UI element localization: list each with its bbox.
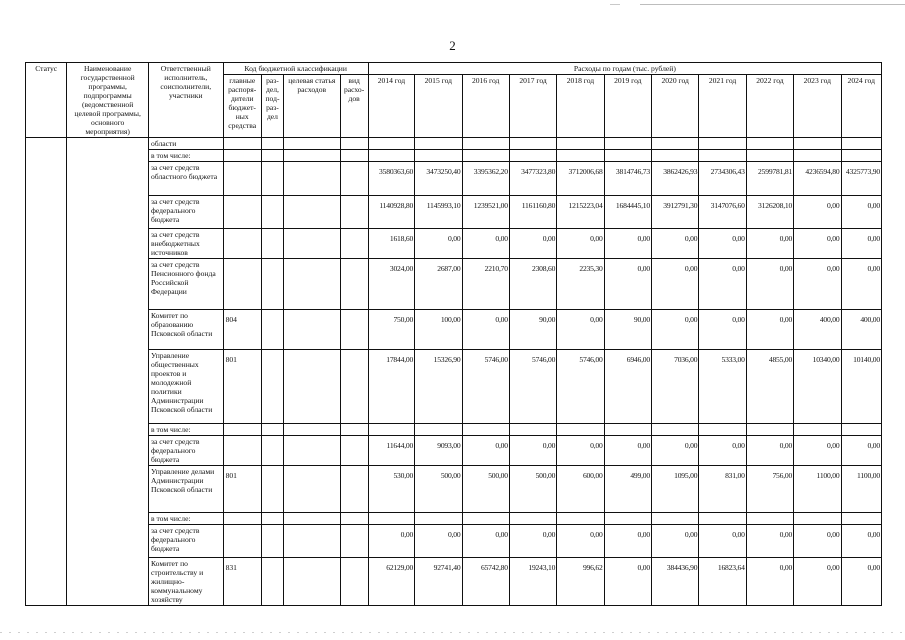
- expense-value: [462, 138, 509, 150]
- table-row: [26, 513, 882, 525]
- scan-noise-top: [0, 4, 905, 5]
- header-rzpr: раз-дел, под-раз-дел: [261, 75, 283, 138]
- expense-value: [652, 138, 699, 150]
- expense-value: 90,00: [604, 310, 651, 350]
- row-label: области: [148, 138, 223, 150]
- expense-value: 2599781,81: [746, 162, 793, 196]
- expense-value: [415, 150, 462, 162]
- header-year: 2024 год: [841, 75, 882, 138]
- expense-value: 1618,60: [368, 229, 414, 259]
- expense-value: 0,00: [509, 525, 556, 558]
- expense-value: 0,00: [415, 229, 462, 259]
- expense-value: [368, 138, 414, 150]
- expense-value: 499,00: [604, 466, 651, 513]
- expense-value: 17844,00: [368, 350, 414, 424]
- row-label: Комитет по образованию Псковской области: [148, 310, 223, 350]
- expense-value: [652, 150, 699, 162]
- expense-value: 3024,00: [368, 259, 414, 310]
- expense-value: 4855,00: [746, 350, 793, 424]
- empty-code-cell: [340, 466, 368, 513]
- expense-value: 1145993,10: [415, 196, 462, 229]
- expense-value: 2235,30: [557, 259, 604, 310]
- expense-value: [509, 150, 556, 162]
- header-year: 2018 год: [557, 75, 604, 138]
- expense-value: 0,00: [794, 558, 841, 606]
- expense-value: 0,00: [604, 229, 651, 259]
- row-label: за счет средств федерального бюджета: [148, 436, 223, 466]
- expense-value: [604, 513, 651, 525]
- empty-code-cell: [340, 424, 368, 436]
- empty-code-cell: [340, 558, 368, 606]
- expense-value: 0,00: [604, 259, 651, 310]
- row-label: за счет средств федерального бюджета: [148, 196, 223, 229]
- expense-value: 500,00: [415, 466, 462, 513]
- expense-value: 3580363,60: [368, 162, 414, 196]
- empty-code-cell: [284, 350, 340, 424]
- header-budget-code: Код бюджетной классификации: [223, 63, 368, 75]
- expense-value: 0,00: [794, 259, 841, 310]
- expense-value: 0,00: [794, 229, 841, 259]
- expense-value: 4325773,90: [841, 162, 882, 196]
- table-row: [26, 466, 882, 513]
- empty-code-cell: [284, 525, 340, 558]
- expense-value: [557, 513, 604, 525]
- expense-value: 0,00: [652, 259, 699, 310]
- expense-value: 3712006,68: [557, 162, 604, 196]
- table-row: [26, 558, 882, 606]
- expense-value: 0,00: [699, 436, 746, 466]
- expense-value: 3912791,30: [652, 196, 699, 229]
- expense-value: 996,62: [557, 558, 604, 606]
- expense-value: 90,00: [509, 310, 556, 350]
- expense-value: 0,00: [557, 525, 604, 558]
- expense-value: 0,00: [604, 525, 651, 558]
- expense-value: 5333,00: [699, 350, 746, 424]
- empty-code-cell: [284, 424, 340, 436]
- expense-value: 10140,00: [841, 350, 882, 424]
- header-year: 2014 год: [368, 75, 414, 138]
- header-program: Наименование государственной программы, подпрограммы (ведомственной целевой программы, основного мероприятия): [67, 63, 149, 138]
- empty-code-cell: [340, 350, 368, 424]
- expense-value: 3473250,40: [415, 162, 462, 196]
- expense-value: [841, 513, 882, 525]
- expense-value: [604, 424, 651, 436]
- expense-value: 4236594,80: [794, 162, 841, 196]
- expense-value: 0,00: [604, 558, 651, 606]
- expense-value: 0,00: [746, 525, 793, 558]
- expense-value: 15326,90: [415, 350, 462, 424]
- expense-value: [794, 150, 841, 162]
- expense-value: 0,00: [794, 196, 841, 229]
- grbs-code: 801: [223, 350, 261, 424]
- expense-value: 0,00: [509, 436, 556, 466]
- expense-value: 1140928,80: [368, 196, 414, 229]
- empty-code-cell: [261, 196, 283, 229]
- row-label: Управление общественных проектов и молодежной политики Администрации Псковской области: [148, 350, 223, 424]
- empty-code-cell: [284, 466, 340, 513]
- expense-value: [509, 138, 556, 150]
- empty-code-cell: [340, 150, 368, 162]
- empty-code-cell: [261, 436, 283, 466]
- expense-value: [652, 513, 699, 525]
- expense-value: 65742,80: [462, 558, 509, 606]
- expense-value: [841, 138, 882, 150]
- expense-value: 0,00: [415, 525, 462, 558]
- row-label: Управление делами Администрации Псковской области: [148, 466, 223, 513]
- expense-value: 530,00: [368, 466, 414, 513]
- expense-value: 1239521,00: [462, 196, 509, 229]
- header-year: 2019 год: [604, 75, 651, 138]
- row-label: за счет средств федерального бюджета: [148, 525, 223, 558]
- row-label: за счет средств Пенсионного фонда Российской Федерации: [148, 259, 223, 310]
- empty-code-cell: [261, 150, 283, 162]
- empty-code-cell: [284, 310, 340, 350]
- header-year: 2015 год: [415, 75, 462, 138]
- expense-value: 1100,00: [841, 466, 882, 513]
- expense-value: 0,00: [462, 310, 509, 350]
- grbs-code: 831: [223, 558, 261, 606]
- table-row: [26, 436, 882, 466]
- table-row: [26, 424, 882, 436]
- status-cell: [26, 138, 67, 606]
- expense-value: [462, 150, 509, 162]
- expense-value: 831,00: [699, 466, 746, 513]
- empty-code-cell: [284, 162, 340, 196]
- grbs-code: [223, 513, 261, 525]
- expense-value: [746, 513, 793, 525]
- expense-value: 0,00: [604, 436, 651, 466]
- grbs-code: [223, 525, 261, 558]
- expense-value: 0,00: [699, 310, 746, 350]
- empty-code-cell: [340, 162, 368, 196]
- expense-value: [415, 424, 462, 436]
- expense-value: [746, 424, 793, 436]
- empty-code-cell: [284, 436, 340, 466]
- empty-code-cell: [261, 310, 283, 350]
- expense-value: 0,00: [794, 436, 841, 466]
- header-year: 2021 год: [699, 75, 746, 138]
- expense-value: [462, 424, 509, 436]
- expense-value: [604, 138, 651, 150]
- expense-value: 5746,00: [557, 350, 604, 424]
- expense-value: [509, 513, 556, 525]
- table-row: [26, 229, 882, 259]
- expense-value: [699, 138, 746, 150]
- expense-value: 0,00: [699, 525, 746, 558]
- table-row: [26, 525, 882, 558]
- empty-code-cell: [261, 162, 283, 196]
- empty-code-cell: [284, 138, 340, 150]
- row-label: в том числе:: [148, 150, 223, 162]
- table-row: [26, 259, 882, 310]
- expense-value: 2210,70: [462, 259, 509, 310]
- expense-value: 0,00: [746, 310, 793, 350]
- header-grbs: главные распоря-дители бюджет-ных средства: [223, 75, 261, 138]
- grbs-code: [223, 150, 261, 162]
- empty-code-cell: [284, 229, 340, 259]
- grbs-code: [223, 229, 261, 259]
- expense-value: 1095,00: [652, 466, 699, 513]
- empty-code-cell: [340, 259, 368, 310]
- expense-value: [557, 150, 604, 162]
- program-cell: [67, 138, 149, 606]
- expense-value: 400,00: [841, 310, 882, 350]
- expense-value: 3395362,20: [462, 162, 509, 196]
- expense-value: [557, 138, 604, 150]
- expense-value: 0,00: [841, 196, 882, 229]
- expense-value: [794, 513, 841, 525]
- expense-value: 9093,00: [415, 436, 462, 466]
- expense-value: 0,00: [699, 259, 746, 310]
- expense-value: 3477323,80: [509, 162, 556, 196]
- empty-code-cell: [261, 558, 283, 606]
- expense-value: 0,00: [652, 229, 699, 259]
- empty-code-cell: [340, 229, 368, 259]
- expense-value: 0,00: [746, 558, 793, 606]
- table-row: [26, 196, 882, 229]
- expense-value: 62129,00: [368, 558, 414, 606]
- expense-value: [368, 424, 414, 436]
- empty-code-cell: [340, 436, 368, 466]
- table-row: [26, 310, 882, 350]
- expense-value: 1100,00: [794, 466, 841, 513]
- expense-value: [368, 150, 414, 162]
- empty-code-cell: [340, 196, 368, 229]
- expense-value: 0,00: [699, 229, 746, 259]
- header-expenses: Расходы по годам (тыс. рублей): [368, 63, 881, 75]
- expense-value: 0,00: [841, 525, 882, 558]
- empty-code-cell: [261, 229, 283, 259]
- expense-value: [841, 424, 882, 436]
- empty-code-cell: [340, 310, 368, 350]
- header-year: 2016 год: [462, 75, 509, 138]
- expense-value: 0,00: [462, 229, 509, 259]
- expense-value: 5746,00: [509, 350, 556, 424]
- row-label: за счет средств внебюджетных источников: [148, 229, 223, 259]
- empty-code-cell: [261, 466, 283, 513]
- header-year: 2022 год: [746, 75, 793, 138]
- empty-code-cell: [261, 513, 283, 525]
- expense-value: 0,00: [652, 525, 699, 558]
- expense-value: [604, 150, 651, 162]
- expense-value: 2734306,43: [699, 162, 746, 196]
- expense-value: [699, 150, 746, 162]
- grbs-code: 804: [223, 310, 261, 350]
- expense-value: 384436,90: [652, 558, 699, 606]
- expense-value: 500,00: [509, 466, 556, 513]
- expense-value: 19243,10: [509, 558, 556, 606]
- expense-value: [415, 513, 462, 525]
- empty-code-cell: [340, 513, 368, 525]
- grbs-code: [223, 424, 261, 436]
- expense-value: [509, 424, 556, 436]
- expense-value: 7036,00: [652, 350, 699, 424]
- expense-value: 2687,00: [415, 259, 462, 310]
- expense-value: [368, 513, 414, 525]
- header-vr: вид расхо-дов: [340, 75, 368, 138]
- table-row: [26, 162, 882, 196]
- row-label: в том числе:: [148, 424, 223, 436]
- expense-value: 0,00: [794, 525, 841, 558]
- empty-code-cell: [284, 558, 340, 606]
- expense-value: [746, 150, 793, 162]
- expense-value: 500,00: [462, 466, 509, 513]
- expense-value: 5746,00: [462, 350, 509, 424]
- expense-value: [415, 138, 462, 150]
- empty-code-cell: [284, 259, 340, 310]
- expense-value: [557, 424, 604, 436]
- header-year: 2020 год: [652, 75, 699, 138]
- empty-code-cell: [261, 350, 283, 424]
- expense-value: 1161160,80: [509, 196, 556, 229]
- header-executor: Ответственный исполнитель, соисполнители, участники: [148, 63, 223, 138]
- empty-code-cell: [340, 525, 368, 558]
- row-label: Комитет по строительству и жилищно-коммунальному хозяйству: [148, 558, 223, 606]
- empty-code-cell: [261, 525, 283, 558]
- table-row: [26, 350, 882, 424]
- expense-value: 0,00: [841, 229, 882, 259]
- expense-value: 0,00: [841, 558, 882, 606]
- expense-value: 0,00: [368, 525, 414, 558]
- expense-value: 0,00: [462, 436, 509, 466]
- expense-value: 6946,00: [604, 350, 651, 424]
- expense-value: 0,00: [462, 525, 509, 558]
- expense-value: 10340,00: [794, 350, 841, 424]
- expense-value: 600,00: [557, 466, 604, 513]
- header-year: 2017 год: [509, 75, 556, 138]
- expense-value: 0,00: [557, 229, 604, 259]
- empty-code-cell: [261, 138, 283, 150]
- expense-value: 3814746,73: [604, 162, 651, 196]
- empty-code-cell: [261, 259, 283, 310]
- grbs-code: [223, 196, 261, 229]
- expense-value: 750,00: [368, 310, 414, 350]
- expense-value: 92741,40: [415, 558, 462, 606]
- expense-value: [699, 513, 746, 525]
- empty-code-cell: [284, 513, 340, 525]
- row-label: за счет средств областного бюджета: [148, 162, 223, 196]
- expense-value: 400,00: [794, 310, 841, 350]
- header-year: 2023 год: [794, 75, 841, 138]
- empty-code-cell: [340, 138, 368, 150]
- expense-value: 0,00: [746, 436, 793, 466]
- expense-value: 11644,00: [368, 436, 414, 466]
- table-row: [26, 138, 882, 150]
- budget-table: [25, 62, 882, 606]
- grbs-code: [223, 162, 261, 196]
- header-status: Статус: [26, 63, 67, 138]
- scan-noise-bottom: [0, 632, 905, 633]
- empty-code-cell: [284, 150, 340, 162]
- expense-value: 0,00: [652, 310, 699, 350]
- expense-value: [746, 138, 793, 150]
- expense-value: 0,00: [557, 310, 604, 350]
- header-csr: целевая статья расходов: [284, 75, 340, 138]
- expense-value: 2308,60: [509, 259, 556, 310]
- grbs-code: [223, 259, 261, 310]
- grbs-code: 801: [223, 466, 261, 513]
- expense-value: [841, 150, 882, 162]
- expense-value: 1684445,10: [604, 196, 651, 229]
- expense-value: 0,00: [509, 229, 556, 259]
- empty-code-cell: [284, 196, 340, 229]
- expense-value: 1215223,04: [557, 196, 604, 229]
- row-label: в том числе:: [148, 513, 223, 525]
- expense-value: 0,00: [746, 259, 793, 310]
- expense-value: 3862426,93: [652, 162, 699, 196]
- expense-value: 100,00: [415, 310, 462, 350]
- table-body: [26, 138, 882, 606]
- table-row: [26, 150, 882, 162]
- page-number: 2: [449, 38, 456, 53]
- expense-value: [652, 424, 699, 436]
- expense-value: 0,00: [557, 436, 604, 466]
- expense-value: [462, 513, 509, 525]
- expense-value: 0,00: [841, 259, 882, 310]
- expense-value: 756,00: [746, 466, 793, 513]
- expense-value: [794, 424, 841, 436]
- expense-value: 0,00: [841, 436, 882, 466]
- expense-value: 0,00: [652, 436, 699, 466]
- expense-value: 3126208,10: [746, 196, 793, 229]
- expense-value: 16823,64: [699, 558, 746, 606]
- empty-code-cell: [261, 424, 283, 436]
- expense-value: 0,00: [746, 229, 793, 259]
- expense-value: 3147076,60: [699, 196, 746, 229]
- expense-value: [699, 424, 746, 436]
- expense-value: [794, 138, 841, 150]
- grbs-code: [223, 138, 261, 150]
- grbs-code: [223, 436, 261, 466]
